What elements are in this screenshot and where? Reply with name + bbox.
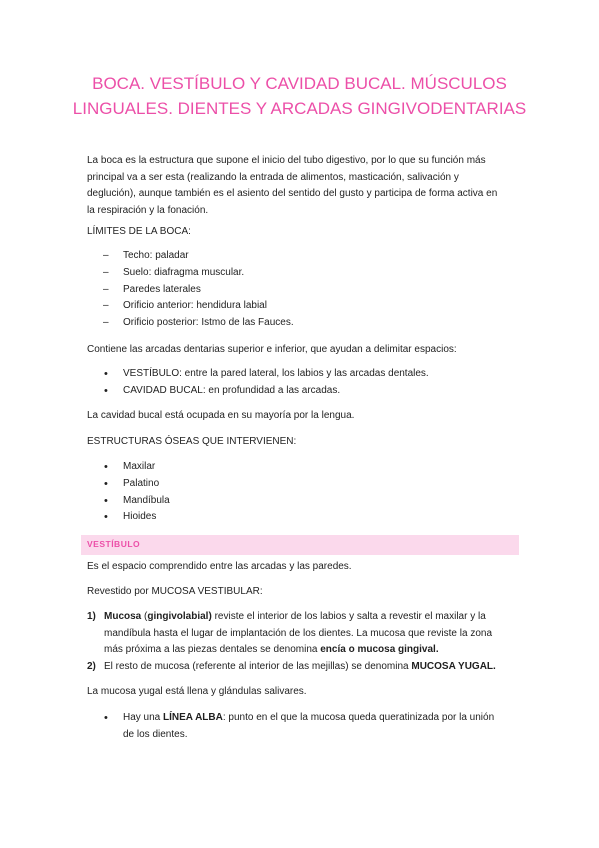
arcadas-list <box>87 366 507 400</box>
limits-list <box>87 248 507 332</box>
section-header-vestibulo <box>81 535 519 555</box>
oseas-heading: ESTRUCTURAS ÓSEAS QUE INTERVIENEN: <box>87 436 297 447</box>
mucosa-numbered-list <box>87 609 507 675</box>
vestibulo-paragraph-1: Es el espacio comprendido entre las arcadas y las paredes. <box>87 561 352 572</box>
list-item: – Suelo: diafragma muscular. <box>87 265 507 282</box>
list-item: • CAVIDAD BUCAL: en profundidad a las arcadas. <box>87 383 507 400</box>
number-marker: 2) <box>87 660 96 672</box>
title-line-2: LINGUALES. DIENTES Y ARCADAS GINGIVODENTARIAS <box>72 99 527 118</box>
bullet-marker: • <box>104 368 108 380</box>
number-marker: 1) <box>87 611 96 622</box>
arcadas-paragraph: Contiene las arcadas dentarias superior e inferior, que ayudan a delimitar espacios: <box>87 344 457 355</box>
list-item: – Techo: paladar <box>87 248 507 265</box>
bullet-marker: • <box>104 477 108 490</box>
dash-marker: – <box>103 317 109 329</box>
section-title: VESTÍBULO <box>87 539 141 549</box>
bullet-marker: • <box>104 461 108 473</box>
list-item: 1) Mucosa (gingivolabial) reviste el interior de los labios y salta a revestir el maxilar y la mandíbula hasta el lugar de implantación de los dientes. La mucosa que reviste la zona más próxima a las piezas dentales se denomina encía o mucosa gingival. <box>87 611 493 655</box>
dash-marker: – <box>103 300 109 312</box>
dash-marker: – <box>103 283 109 295</box>
list-item: • Mandíbula <box>87 493 507 510</box>
dash-marker: – <box>103 266 109 278</box>
list-item: – Paredes laterales <box>87 282 507 299</box>
list-item: • VESTÍBULO: entre la pared lateral, los labios y las arcadas dentales. <box>87 366 507 383</box>
list-item: – Orificio posterior: Istmo de las Fauces. <box>87 315 507 332</box>
intro-paragraph: La boca es la estructura que supone el inicio del tubo digestivo, por lo que su función más principal va a ser esta (realizando la entrada de alimentos, masticación, salivación y deglución), aunque también es el asiento del sentido del gusto y participa de forma activa en la respiración y la fonación. <box>87 155 498 216</box>
dash-marker: – <box>103 250 109 261</box>
vestibulo-paragraph-2: Revestido por MUCOSA VESTIBULAR: <box>87 586 263 597</box>
vestibulo-paragraph-3: La mucosa yugal está llena y glándulas salivares. <box>87 686 307 697</box>
lengua-paragraph: La cavidad bucal está ocupada en su mayoría por la lengua. <box>87 410 355 421</box>
bullet-marker: • <box>104 384 108 397</box>
list-item: • Palatino <box>87 476 507 493</box>
list-item: – Orificio anterior: hendidura labial <box>87 298 507 315</box>
bullet-marker: • <box>104 511 108 524</box>
list-item: 2) El resto de mucosa (referente al interior de las mejillas) se denomina MUCOSA YUGAL. <box>87 659 507 676</box>
list-item: • Hioides <box>87 509 507 526</box>
linea-alba-list <box>87 710 507 743</box>
bullet-marker: • <box>104 494 108 507</box>
title-line-1: BOCA. VESTÍBULO Y CAVIDAD BUCAL. MÚSCULOS <box>92 74 507 93</box>
list-item: • Maxilar <box>87 459 507 476</box>
bullet-marker: • <box>104 712 108 724</box>
oseas-list <box>87 459 507 526</box>
list-item: • Hay una LÍNEA ALBA: punto en el que la mucosa queda queratinizada por la unión de los dientes. <box>104 712 495 740</box>
limits-heading: LÍMITES DE LA BOCA: <box>87 226 191 237</box>
